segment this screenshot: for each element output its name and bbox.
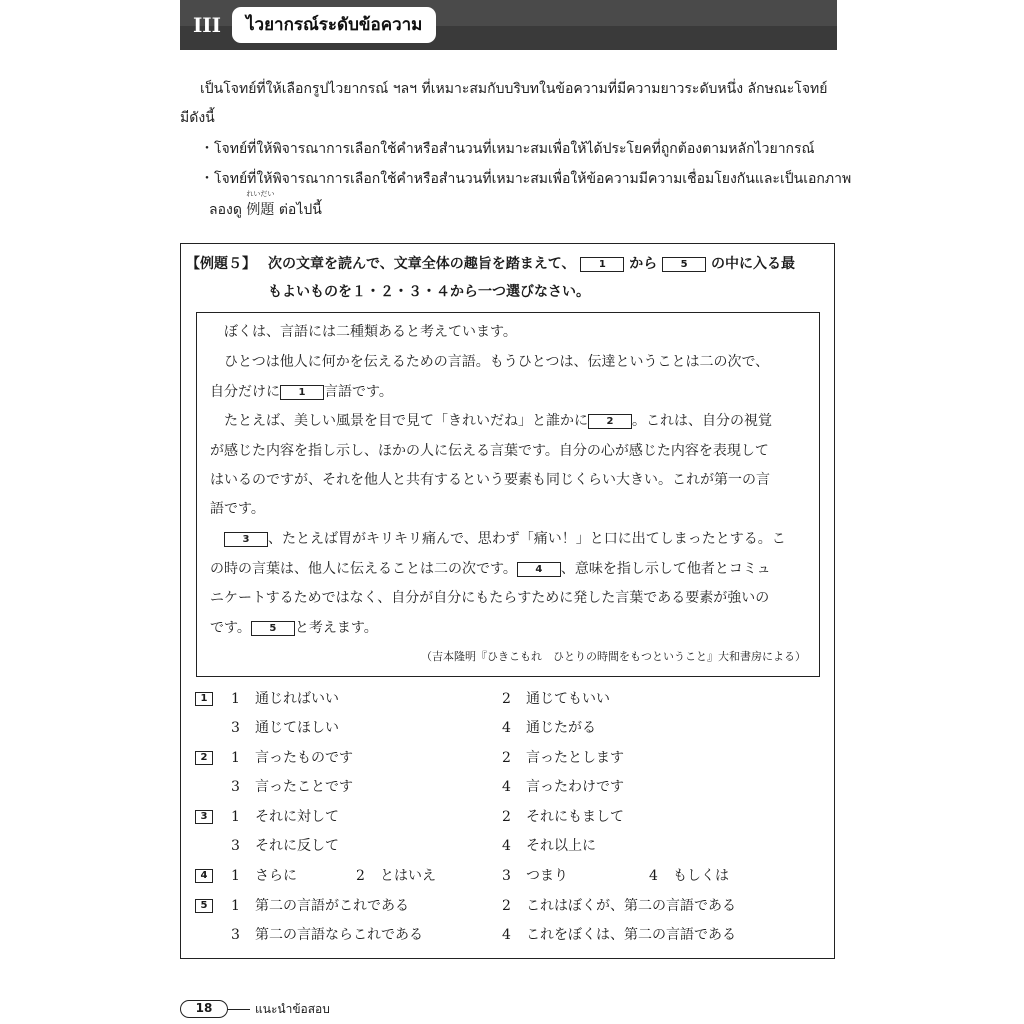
option-number: 3 [231,720,240,736]
option-number: 4 [502,779,511,795]
option-q1-3[interactable] [231,718,339,738]
option-text: とはいえ [380,868,436,884]
option-text: それにもまして [526,809,624,825]
passage-line [224,411,772,431]
option-q4-2[interactable] [356,866,436,886]
passage-line [210,382,393,402]
option-text: 通じたがる [526,720,596,736]
option-q2-1[interactable] [231,748,353,768]
option-number: 2 [502,691,511,707]
option-q4-1[interactable] [231,866,297,886]
try-term-ruby: れいだい [246,190,275,198]
option-text: 第二の言語がこれである [255,898,409,914]
passage-line [224,529,786,549]
option-q2-3[interactable] [231,777,353,797]
option-number: 3 [502,868,511,884]
question-number: 2 [195,751,213,765]
passage-blank-2: 2 [588,414,632,429]
option-text: 通じてほしい [255,720,339,736]
instruction-text-b: から [629,256,658,272]
example-label: 【例題５】 [186,256,256,272]
option-text: もしくは [673,868,729,884]
passage-line: はいるのですが、それを他人と共有するという要素も同じくらい大きい。これが第一の言 [210,472,770,488]
passage-text: 、意味を指し示して他者とコミュ [560,561,771,577]
passage-blank-3: 3 [224,532,268,547]
option-q2-2[interactable] [502,748,624,768]
passage-line [210,559,771,579]
option-text: 言ったものです [255,750,353,766]
passage-line: 語です。 [210,501,265,517]
option-q4-3[interactable] [502,866,568,886]
passage-text: 。これは、自分の視覚 [632,413,772,429]
option-number: 3 [231,838,240,854]
option-text: 言ったことです [255,779,353,795]
option-text: 通じればいい [255,691,339,707]
option-q3-3[interactable] [231,836,339,856]
option-text: つまり [526,868,568,884]
passage-line: ひとつは他人に何かを伝えるための言語。もうひとつは、伝達ということは二の次で、 [224,354,770,370]
option-text: これをぼくは、第二の言語である [526,927,736,943]
option-q4-4[interactable] [649,866,729,886]
option-number: 4 [502,838,511,854]
try-prefix: ลองดู [209,202,242,218]
option-text: それ以上に [526,838,596,854]
passage-line: が感じた内容を指し示し、ほかの人に伝える言葉です。自分の心が感じた内容を表現して [210,443,769,459]
option-number: 1 [231,750,240,766]
intro-try-line [209,190,322,220]
question-number: 1 [195,692,213,706]
blank-range-end: 5 [662,257,706,272]
try-term-text: 例題 [246,202,275,218]
option-number: 3 [231,927,240,943]
instruction-text-c: の中に入る最 [710,256,795,272]
option-q1-2[interactable] [502,689,610,709]
option-q3-4[interactable] [502,836,596,856]
option-number: 4 [502,927,511,943]
option-text: それに反して [255,838,339,854]
try-term [246,190,275,220]
citation: （吉本隆明『ひきこもれ ひとりの時間をもつということ』大和書房による） [421,650,806,663]
option-text: 言ったとします [526,750,624,766]
passage-line: ニケートするためではなく、自分が自分にもたらすために発した言葉である要素が強いの [210,590,770,606]
passage-text: 自分だけに [210,384,280,400]
passage-text: と考えます。 [294,620,378,636]
blank-range-start: 1 [580,257,624,272]
footer-title: แนะนำข้อสอบ [255,1002,330,1016]
intro-line-2: มีดังนี้ [180,110,215,126]
question-number: 4 [195,869,213,883]
option-number: 4 [649,868,658,884]
passage-blank-5: 5 [251,621,295,636]
option-number: 1 [231,898,240,914]
option-number: 1 [231,868,240,884]
option-text: これはぼくが、第二の言語である [526,898,736,914]
section-number: III [192,13,222,37]
passage-text: です。 [210,620,251,636]
option-q5-2[interactable] [502,896,736,916]
option-text: 言ったわけです [526,779,624,795]
option-number: 1 [231,809,240,825]
passage-blank-4: 4 [517,562,561,577]
intro-line-1: เป็นโจทย์ที่ให้เลือกรูปไวยากรณ์ ฯลฯ ที่เหมาะสมกับบริบทในข้อความที่มีความยาวระดับหนึ่ง ลักษณะโจทย์ [200,81,828,97]
option-number: 2 [502,809,511,825]
page-number: 18 [180,1000,228,1018]
option-q2-4[interactable] [502,777,624,797]
option-q5-3[interactable] [231,925,423,945]
intro-bullet-2: ・โจทย์ที่ให้พิจารณาการเลือกใช้คำหรือสำนวนที่เหมาะสมเพื่อให้ข้อความมีความเชื่อมโยงกันและเป็นเอกภาพ [200,171,852,187]
intro-bullet-1: ・โจทย์ที่ให้พิจารณาการเลือกใช้คำหรือสำนวนที่เหมาะสมเพื่อให้ได้ประโยคที่ถูกต้องตามหลักไวยากรณ์ [200,141,815,157]
option-number: 4 [502,720,511,736]
passage-blank-1: 1 [280,385,324,400]
option-text: 第二の言語ならこれである [255,927,423,943]
option-q3-1[interactable] [231,807,339,827]
footer-divider [228,1009,250,1010]
option-number: 3 [231,779,240,795]
option-number: 2 [502,750,511,766]
option-number: 1 [231,691,240,707]
passage-text: 言語です。 [324,384,393,400]
passage-text: 、たとえば胃がキリキリ痛んで、思わず「痛い！」と口に出てしまったとする。こ [268,531,786,547]
option-q5-4[interactable] [502,925,736,945]
option-number: 2 [502,898,511,914]
option-text: 通じてもいい [526,691,610,707]
option-text: それに対して [255,809,339,825]
instruction-text-a: 次の文章を読んで、文章全体の趣旨を踏まえて、 [268,256,576,272]
option-text: さらに [255,868,297,884]
section-title: ไวยากรณ์ระดับข้อความ [232,7,436,43]
question-number: 3 [195,810,213,824]
option-q1-4[interactable] [502,718,596,738]
instruction-line-2: もよいものを１・２・３・４から一つ選びなさい。 [268,284,590,300]
option-number: 2 [356,868,365,884]
instruction-line-1 [268,254,795,274]
option-q1-1[interactable] [231,689,339,709]
question-number: 5 [195,899,213,913]
passage-line [210,618,378,638]
passage-text: たとえば、美しい風景を目で見て「きれいだね」と誰かに [224,413,588,429]
passage-text: の時の言葉は、他人に伝えることは二の次です。 [210,561,517,577]
option-q3-2[interactable] [502,807,624,827]
try-suffix: ต่อไปนี้ [278,202,322,218]
option-q5-1[interactable] [231,896,409,916]
passage-line: ぼくは、言語には二種類あると考えています。 [224,324,517,340]
